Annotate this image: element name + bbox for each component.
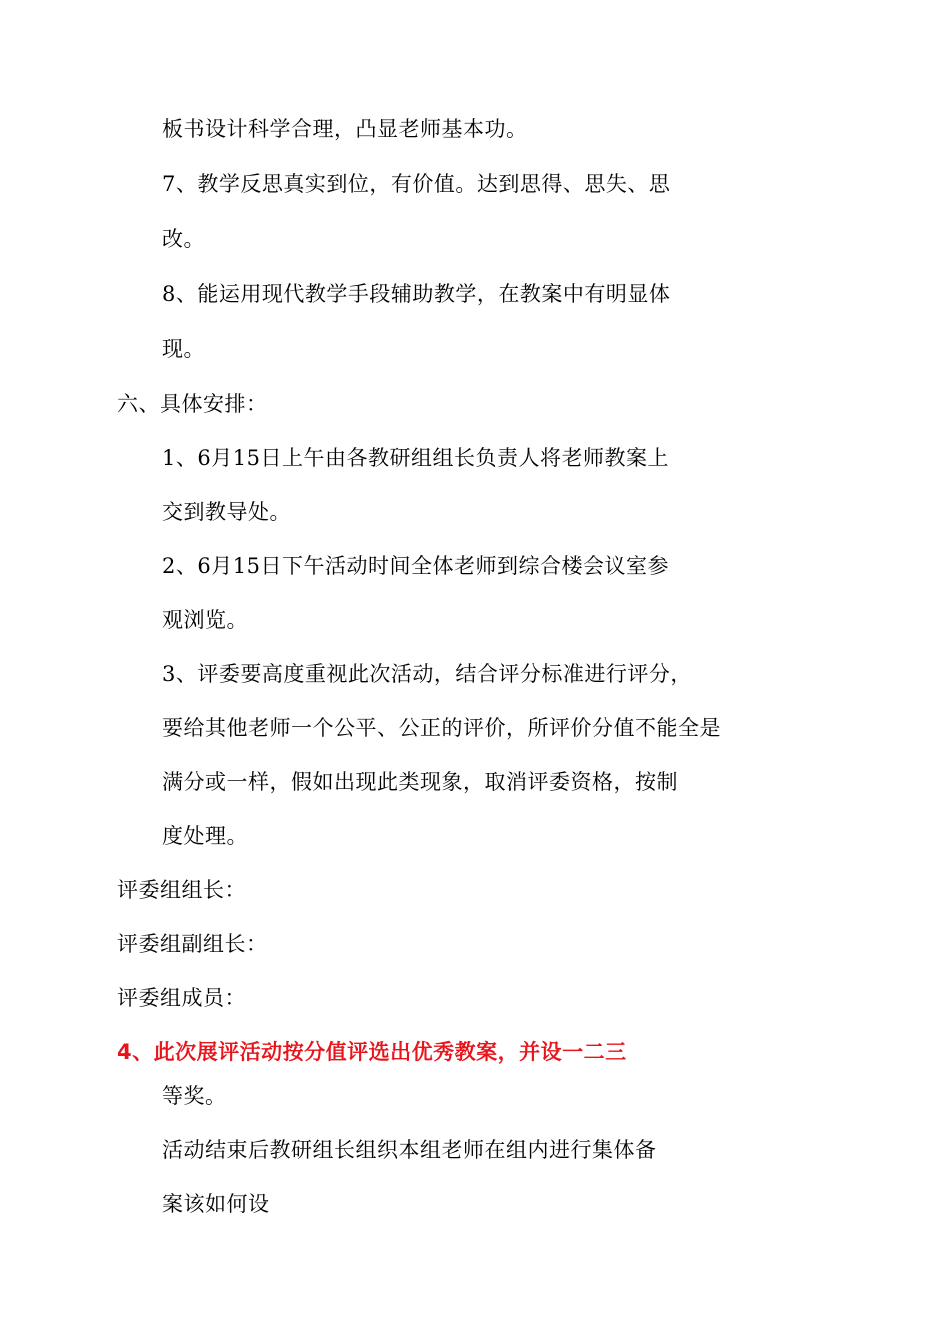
text-line: 满分或一样，假如出现此类现象，取消评委资格，按制	[162, 770, 678, 794]
highlighted-item: 4、此次展评活动按分值评选出优秀教案，并设一二三	[117, 1040, 627, 1064]
text-line: 2、6月15日下午活动时间全体老师到综合楼会议室参	[162, 554, 669, 578]
text-line: 等奖。	[162, 1084, 227, 1108]
text-line: 度处理。	[162, 824, 248, 848]
section-heading: 六、具体安排：	[117, 392, 268, 416]
text-line: 观浏览。	[162, 608, 248, 632]
judge-members-label: 评委组成员：	[117, 986, 246, 1010]
text-line: 1、6月15日上午由各教研组组长负责人将老师教案上	[162, 446, 669, 470]
text-line: 8、能运用现代教学手段辅助教学，在教案中有明显体	[162, 282, 671, 306]
text-line: 要给其他老师一个公平、公正的评价，所评价分值不能全是	[162, 716, 721, 740]
judge-deputy-label: 评委组副组长：	[117, 932, 268, 956]
text-line: 案该如何设	[162, 1192, 270, 1216]
text-line: 7、教学反思真实到位，有价值。达到思得、思失、思	[162, 172, 671, 196]
text-line: 现。	[162, 337, 205, 361]
text-line: 3、评委要高度重视此次活动，结合评分标准进行评分，	[162, 662, 692, 686]
text-line: 改。	[162, 227, 205, 251]
text-line: 交到教导处。	[162, 500, 291, 524]
text-line: 板书设计科学合理，凸显老师基本功。	[162, 117, 528, 141]
text-line: 活动结束后教研组长组织本组老师在组内进行集体备	[162, 1138, 657, 1162]
judge-leader-label: 评委组组长：	[117, 878, 246, 902]
